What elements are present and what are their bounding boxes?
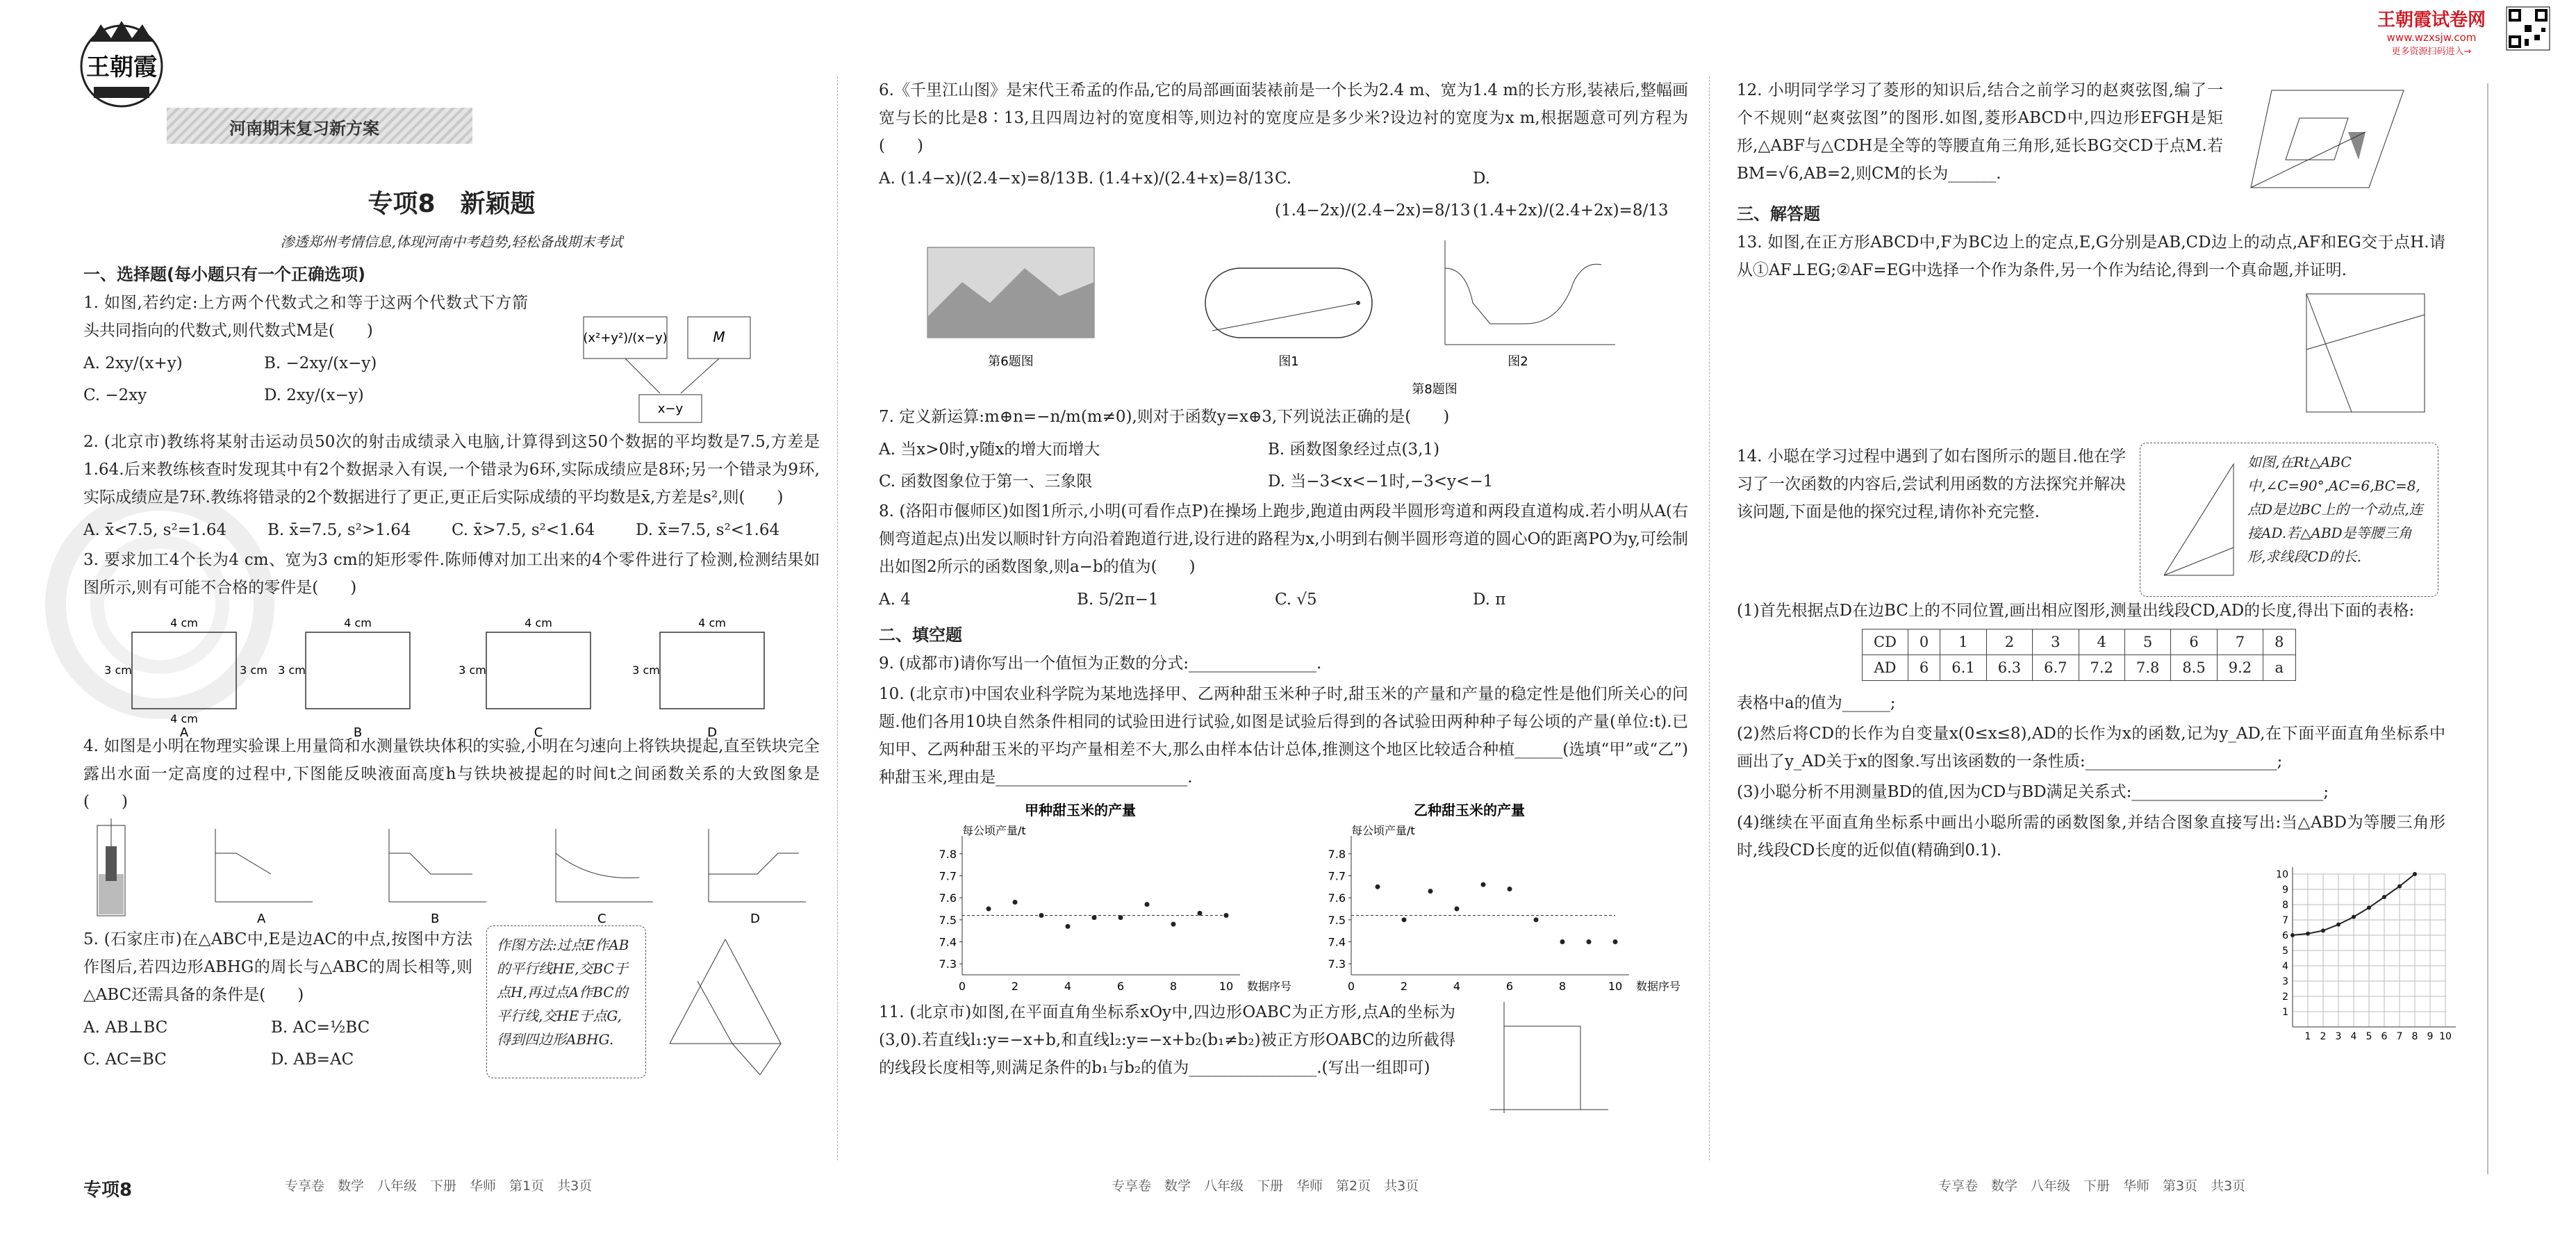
q1-box1: (x²+y²)/(x−y) — [583, 331, 668, 345]
svg-text:4 cm: 4 cm — [525, 616, 552, 629]
q14-part1-answer: 表格中a的值为______; — [1737, 694, 1896, 712]
x-tick-label: 3 — [2335, 1031, 2342, 1042]
q12-block — [1737, 76, 2445, 195]
x-tick-label: 0 — [958, 980, 966, 993]
data-point — [1402, 917, 1407, 922]
data-point — [2382, 895, 2386, 899]
q6-option-c[interactable]: C. (1.4−2x)/(2.4−2x)=8/13 — [1275, 170, 1471, 220]
y-tick-label: 7.6 — [1328, 891, 1346, 905]
data-point — [1145, 902, 1150, 907]
q10-charts — [879, 794, 1688, 996]
svg-text:4 cm: 4 cm — [344, 616, 372, 629]
svg-text:3 cm: 3 cm — [278, 664, 306, 677]
part-d — [632, 616, 764, 740]
question-9: 9. (成都市)请你写出一个值恒为正数的分式:________________. — [879, 655, 1322, 673]
x-tick-label: 6 — [1505, 980, 1514, 993]
data-point — [1039, 913, 1044, 918]
data-point — [2413, 872, 2417, 876]
data-point — [1534, 917, 1539, 922]
svg-text:C: C — [597, 912, 606, 926]
y-tick-label: 7.5 — [1328, 913, 1346, 927]
data-point — [1376, 884, 1380, 889]
data-point — [1560, 939, 1565, 944]
y-tick-label: 7.5 — [939, 913, 957, 927]
y-tick-label: 1 — [2282, 1007, 2288, 1018]
x-tick-label: 5 — [2366, 1031, 2372, 1042]
x-tick-label: 0 — [1347, 980, 1355, 993]
q7-option-d[interactable]: D. 当−3<x<−1时,−3<y<−1 — [1268, 472, 1494, 491]
chart-xlabel: 数据序号 — [1636, 980, 1681, 993]
y-tick-label: 9 — [2282, 884, 2288, 896]
q1-option-d[interactable]: D. 2xy/(x−y) — [264, 386, 364, 404]
page-divider-2 — [1709, 76, 1710, 1160]
table-row: CD 0 1 2 3 4 5 6 7 8 — [1863, 629, 2296, 655]
x-tick-label: 7 — [2396, 1031, 2403, 1042]
x-tick-label: 10 — [2439, 1031, 2452, 1042]
question-12: 12. 小明同学学习了菱形的知识后,结合之前学习的赵爽弦图,编了一个不规则“赵爽弦图”的图形.如图,菱形ABCD中,四边形EFGH是矩形,△ABF与△CDH是全等的等腰直角三角形,延长BG交CD于点M.若BM=√6,AB=2,则CM的长为______. — [1737, 81, 2223, 183]
q14-block — [1737, 443, 2445, 597]
x-tick-label: 10 — [1219, 980, 1234, 993]
q1-option-a[interactable]: A. 2xy/(x+y) — [83, 354, 183, 372]
y-tick-label: 10 — [2276, 869, 2288, 880]
svg-text:图2: 图2 — [1508, 354, 1528, 369]
q7-option-a[interactable]: A. 当x>0时,y随x的增大而增大 — [879, 441, 1100, 459]
chart-1 — [939, 802, 1291, 993]
y-tick-label: 7.7 — [1328, 869, 1346, 883]
q1-option-c[interactable]: C. −2xy — [83, 386, 147, 404]
q14-part4: (4)继续在平面直角坐标系中画出小聪所需的函数图象,并结合图象直接写出:当△ABD为等腰三角形时,线段CD长度的近似值(精确到0.1). — [1737, 814, 2445, 859]
section-solve: 三、解答题 — [1737, 204, 1820, 224]
site-url[interactable]: www.wzxsjw.com — [2386, 31, 2477, 44]
q8-options — [879, 584, 1688, 616]
question-3: 3. 要求加工4个长为4 cm、宽为3 cm的矩形零件.陈师傅对加工出来的4个零件进行了检测,检测结果如图所示,则有可能不合格的零件是( ) — [83, 551, 820, 597]
q5-option-a[interactable]: A. AB⊥BC — [83, 1019, 168, 1037]
q14-problem-box — [2140, 443, 2438, 597]
data-point — [1118, 915, 1123, 920]
x-tick-label: 8 — [2411, 1031, 2418, 1042]
chart-ylabel: 每公顷产量/t — [1351, 824, 1415, 837]
data-point — [1198, 911, 1203, 916]
y-tick-label: 7.4 — [939, 935, 957, 949]
page-3 — [1737, 76, 2452, 1051]
chart-title: 乙种甜玉米的产量 — [1414, 802, 1525, 818]
q1-figure — [570, 310, 778, 428]
q14-problem-text: 如图,在Rt△ABC中,∠C=90°,AC=6,BC=8,点D是边BC上的一个动点,连接AD.若△ABD是等腰三角形,求线段CD的长. — [2247, 454, 2423, 565]
q14-chart — [1737, 867, 2452, 1048]
page-1 — [83, 184, 820, 1078]
question-6: 6.《千里江山图》是宋代王希孟的作品,它的局部画面装裱前是一个长为2.4 m、宽为1.4 m的长方形,装裱后,整幅画宽与长的比是8∶13,且四周边衬的宽度相等,则边衬的宽度应是多少米?设边衬的宽度为x m,根据题意可列方程为( ) — [879, 81, 1688, 155]
q8-option-c[interactable]: C. √5 — [1275, 591, 1317, 609]
x-tick-label: 8 — [1169, 980, 1178, 993]
header-tag: 河南期末复习新方案 — [229, 119, 379, 138]
q14-triangle-figure — [2150, 450, 2247, 589]
svg-text:B: B — [353, 725, 363, 740]
q3-figure — [83, 604, 820, 740]
site-slogan: 更多资源扫码进入→ — [2391, 47, 2472, 57]
question-14: 14. 小聪在学习过程中遇到了如右图所示的题目.他在学习了一次函数的内容后,尝试利用函数的方法探究并解决该问题,下面是他的探究过程,请你补充完整. — [1737, 447, 2126, 521]
chart-2 — [1328, 802, 1681, 993]
q2-option-c[interactable]: C. x̄>7.5, s²<1.64 — [452, 521, 595, 539]
q8-option-a[interactable]: A. 4 — [879, 591, 911, 609]
data-point — [2321, 928, 2325, 932]
q5-method-box: 作图方法:过点E作AB的平行线HE,交BC于点H,再过点A作BC的平行线,交HE于点G,得到四边形ABHG. — [486, 925, 646, 1078]
data-point — [1455, 907, 1460, 912]
question-8: 8. (洛阳市偃师区)如图1所示,小明(可看作点P)在操场上跑步,跑道由两段半圆形弯道和两段直道构成.若小明从A(右侧弯道起点)出发以顺时针方向沿着跑道行进,设行进的路程为x,小明到右侧半圆形弯道的圆心O的距离PO为y,可绘制出如图2所示的函数图象,则a−b的值为( ) — [879, 502, 1689, 576]
q6-q8-figures — [879, 227, 1688, 400]
svg-text:D: D — [707, 725, 717, 740]
y-tick-label: 5 — [2282, 946, 2288, 957]
y-tick-label: 7.6 — [939, 891, 957, 905]
q2-options — [83, 514, 820, 546]
q12-figure — [2244, 76, 2425, 195]
q6-options — [879, 163, 1688, 227]
q2-option-b[interactable]: B. x̄=7.5, s²>1.64 — [267, 521, 411, 539]
question-13: 13. 如图,在正方形ABCD中,F为BC边上的定点,E,G分别是AB,CD边上的动点,AF和EG交于点H.请从①AF⊥EG;②AF=EG中选择一个作为条件,另一个作为结论,得到一个真命题,并证明. — [1737, 233, 2445, 279]
data-point — [2352, 915, 2356, 919]
data-point — [1508, 887, 1512, 891]
question-7: 7. 定义新运算:m⊕n=−n/m(m≠0),则对于函数y=x⊕3,下列说法正确的是( ) — [879, 408, 1450, 426]
svg-text:第8题图: 第8题图 — [1412, 382, 1458, 397]
svg-text:图1: 图1 — [1278, 354, 1299, 369]
svg-text:A: A — [257, 912, 266, 926]
svg-text:3 cm: 3 cm — [459, 664, 486, 677]
x-tick-label: 6 — [1116, 980, 1125, 993]
q1-block — [83, 289, 820, 428]
svg-text:D: D — [750, 912, 760, 926]
data-point — [2306, 932, 2310, 936]
page-subtitle: 渗透郑州考情信息,体现河南中考趋势,轻松备战期末考试 — [280, 233, 623, 250]
chart-ylabel: 每公顷产量/t — [962, 824, 1026, 837]
page2-footer: 专享卷 数学 八年级 下册 华师 第2页 共3页 — [1112, 1178, 1419, 1194]
function-graph — [1445, 240, 1615, 345]
q1-options — [83, 347, 528, 411]
section-fill: 二、填空题 — [879, 625, 962, 645]
q1-option-b[interactable]: B. −2xy/(x−y) — [264, 354, 377, 372]
q5-block — [83, 925, 820, 1078]
landscape-painting-image — [927, 247, 1094, 338]
q2-option-a[interactable]: A. x̄<7.5, s²=1.64 — [83, 521, 227, 539]
q6-option-b[interactable]: B. (1.4+x)/(2.4+x)=8/13 — [1077, 170, 1274, 188]
y-tick-label: 7.3 — [939, 957, 957, 971]
x-tick-label: 1 — [2304, 1031, 2311, 1042]
y-tick-label: 3 — [2282, 976, 2288, 987]
table-row: AD 6 6.1 6.3 6.7 7.2 7.8 8.5 9.2 a — [1863, 655, 2296, 681]
q1-box3: x−y — [657, 402, 684, 416]
y-tick-label: 8 — [2282, 900, 2288, 911]
cd-ad-table — [1862, 629, 2296, 681]
q5-option-d[interactable]: D. AB=AC — [271, 1051, 354, 1069]
x-tick-label: 4 — [2350, 1031, 2357, 1042]
q7-option-c[interactable]: C. 函数图象位于第一、三象限 — [879, 472, 1093, 491]
y-tick-label: 7.7 — [939, 869, 957, 883]
q6-option-d[interactable]: D. (1.4+2x)/(2.4+2x)=8/13 — [1473, 170, 1669, 220]
qr-code-icon[interactable] — [2507, 7, 2550, 50]
chart-title: 甲种甜玉米的产量 — [1025, 802, 1136, 818]
q7-option-b[interactable]: B. 函数图象经过点(3,1) — [1268, 441, 1440, 459]
data-point — [2336, 923, 2340, 927]
y-tick-label: 7.8 — [939, 847, 957, 861]
q8-option-b[interactable]: B. 5/2π−1 — [1077, 591, 1159, 609]
section-choice: 一、选择题(每小题只有一个正确选项) — [83, 265, 365, 284]
x-tick-label: 2 — [2320, 1031, 2327, 1042]
part-a — [104, 616, 267, 740]
header-band — [167, 108, 472, 144]
chart-3 — [2276, 867, 2456, 1042]
q11-block — [879, 998, 1688, 1117]
svg-text:C: C — [534, 725, 543, 740]
y-tick-label: 4 — [2282, 961, 2288, 972]
x-tick-label: 4 — [1453, 980, 1461, 993]
q8-option-d[interactable]: D. π — [1473, 591, 1506, 609]
question-11: 11. (北京市)如图,在平面直角坐标系xOy中,四边形OABC为正方形,点A的坐标为(3,0).若直线l₁:y=−x+b,和直线l₂:y=−x+b₂(b₁≠b₂)被正方形OABC的边所截得的线段长度相等,则满足条件的b₁与b₂的值为________________.(写出一组即可) — [879, 1003, 1455, 1077]
data-point — [1481, 882, 1486, 887]
page3-footer: 专享卷 数学 八年级 下册 华师 第3页 共3页 — [1938, 1178, 2246, 1194]
data-point — [1428, 889, 1433, 894]
q13-figure — [1737, 287, 2445, 426]
data-point — [986, 907, 991, 912]
data-point — [2397, 884, 2402, 889]
part-b — [278, 616, 410, 740]
q5-options — [83, 1012, 472, 1076]
svg-text:4 cm: 4 cm — [698, 616, 726, 629]
svg-text:3 cm: 3 cm — [632, 664, 660, 677]
question-2: 2. (北京市)教练将某射击运动员50次的射击成绩录入电脑,计算得到这50个数据的平均数是7.5,方差是1.64.后来教练核查时发现其中有2个数据录入有误,一个错录为6环,实际成绩应是8环;另一个错录为9环,实际成绩应是7环.教练将错录的2个数据进行了更正,更正后实际成绩的平均数是x̄,方差是s²,则( ) — [83, 433, 820, 507]
data-point — [1066, 924, 1071, 929]
svg-text:3 cm: 3 cm — [104, 664, 132, 677]
page-2 — [879, 76, 1688, 1117]
y-tick-label: 7.3 — [1328, 957, 1346, 971]
y-tick-label: 7 — [2282, 915, 2288, 926]
q5-figure — [656, 925, 809, 1078]
data-point — [1013, 900, 1018, 905]
data-point — [1092, 915, 1097, 920]
svg-text:王朝霞: 王朝霞 — [86, 53, 157, 81]
page-title: 专项8 新颖题 — [368, 190, 536, 218]
q14-part2: (2)然后将CD的长作为自变量x(0≤x≤8),AD的长作为x的函数,记为y_AD,在下面平面直角坐标系中画出了y_AD关于x的图象.写出该函数的一条性质:________________________; — [1737, 725, 2445, 771]
cylinder-icon — [97, 818, 125, 916]
y-tick-label: 7.4 — [1328, 935, 1346, 949]
question-1: 1. 如图,若约定:上方两个代数式之和等于这两个代数式下方箭头共同指向的代数式,则代数式M是( ) — [83, 294, 528, 340]
page-divider-1 — [837, 76, 838, 1160]
y-tick-label: 6 — [2282, 930, 2288, 941]
site-name: 王朝霞试卷网 — [2377, 10, 2486, 31]
binding-line — [2487, 83, 2488, 1174]
q14-part1: (1)首先根据点D在边BC上的不同位置,画出相应图形,测量出线段CD,AD的长度,得出下面的表格: — [1737, 602, 2415, 620]
svg-text:4 cm: 4 cm — [170, 712, 198, 725]
question-5: 5. (石家庄市)在△ABC中,E是边AC的中点,按图中方法作图后,若四边形ABHG的周长与△ABC的周长相等,则△ABC还需具备的条件是( ) — [83, 930, 472, 1004]
data-point — [2367, 905, 2371, 909]
svg-text:B: B — [431, 912, 440, 926]
x-tick-label: 4 — [1064, 980, 1072, 993]
data-point — [1587, 939, 1592, 944]
brand-block — [2359, 6, 2504, 57]
q7-options — [879, 434, 1688, 497]
svg-text:4 cm: 4 cm — [170, 616, 198, 629]
x-tick-label: 6 — [2381, 1031, 2388, 1042]
part-c — [459, 616, 591, 740]
chart-xlabel: 数据序号 — [1247, 980, 1292, 993]
y-tick-label: 2 — [2282, 991, 2288, 1003]
x-tick-label: 2 — [1011, 980, 1019, 993]
page1-footer: 专享卷 数学 八年级 下册 华师 第1页 共3页 — [285, 1178, 593, 1194]
page1-footer-tag-wrap — [83, 1176, 132, 1201]
q1-box2: M — [713, 329, 725, 345]
y-tick-label: 7.8 — [1328, 847, 1346, 861]
data-point — [1613, 939, 1618, 944]
data-point — [1224, 913, 1229, 918]
x-tick-label: 8 — [1558, 980, 1567, 993]
running-track — [1205, 268, 1372, 338]
svg-text:3 cm: 3 cm — [240, 664, 267, 677]
q6-option-a[interactable]: A. (1.4−x)/(2.4−x)=8/13 — [879, 170, 1076, 188]
svg-text:第6题图: 第6题图 — [988, 354, 1034, 369]
x-tick-label: 9 — [2427, 1031, 2434, 1042]
wangzhaoxia-logo — [76, 14, 167, 111]
q11-figure — [1476, 998, 1615, 1117]
q2-option-d[interactable]: D. x̄=7.5, s²<1.64 — [636, 521, 780, 539]
q5-option-b[interactable]: B. AC=½BC — [271, 1019, 370, 1037]
page1-footer-tag: 专项8 — [83, 1180, 133, 1201]
q14-part3: (3)小聪分析不用测量BD的值,因为CD与BD满足关系式:________________________; — [1737, 783, 2329, 801]
x-tick-label: 10 — [1608, 980, 1623, 993]
q4-figure — [83, 818, 820, 926]
svg-text:A: A — [179, 725, 189, 740]
x-tick-label: 2 — [1400, 980, 1408, 993]
data-point — [2290, 933, 2295, 937]
data-point — [1171, 922, 1176, 927]
q5-option-c[interactable]: C. AC=BC — [83, 1051, 167, 1069]
question-4: 4. 如图是小明在物理实验课上用量筒和水测量铁块体积的实验,小明在匀速向上将铁块提起,直至铁块完全露出水面一定高度的过程中,下图能反映液面高度h与铁块被提起的时间t之间函数关系的大致图象是( ) — [83, 737, 820, 811]
question-10: 10. (北京市)中国农业科学院为某地选择甲、乙两种甜玉米种子时,甜玉米的产量和产量的稳定性是他们所关心的问题.他们各用10块自然条件相同的试验田进行试验,如图是试验后得到的各试验田两种种子每公顷的产量(单位:t).已知甲、乙两种甜玉米的平均产量相差不大,那么由样本估计总体,推测这个地区比较适合种植______(选填“甲”或“乙”)种甜玉米,理由是________________________. — [879, 685, 1688, 787]
